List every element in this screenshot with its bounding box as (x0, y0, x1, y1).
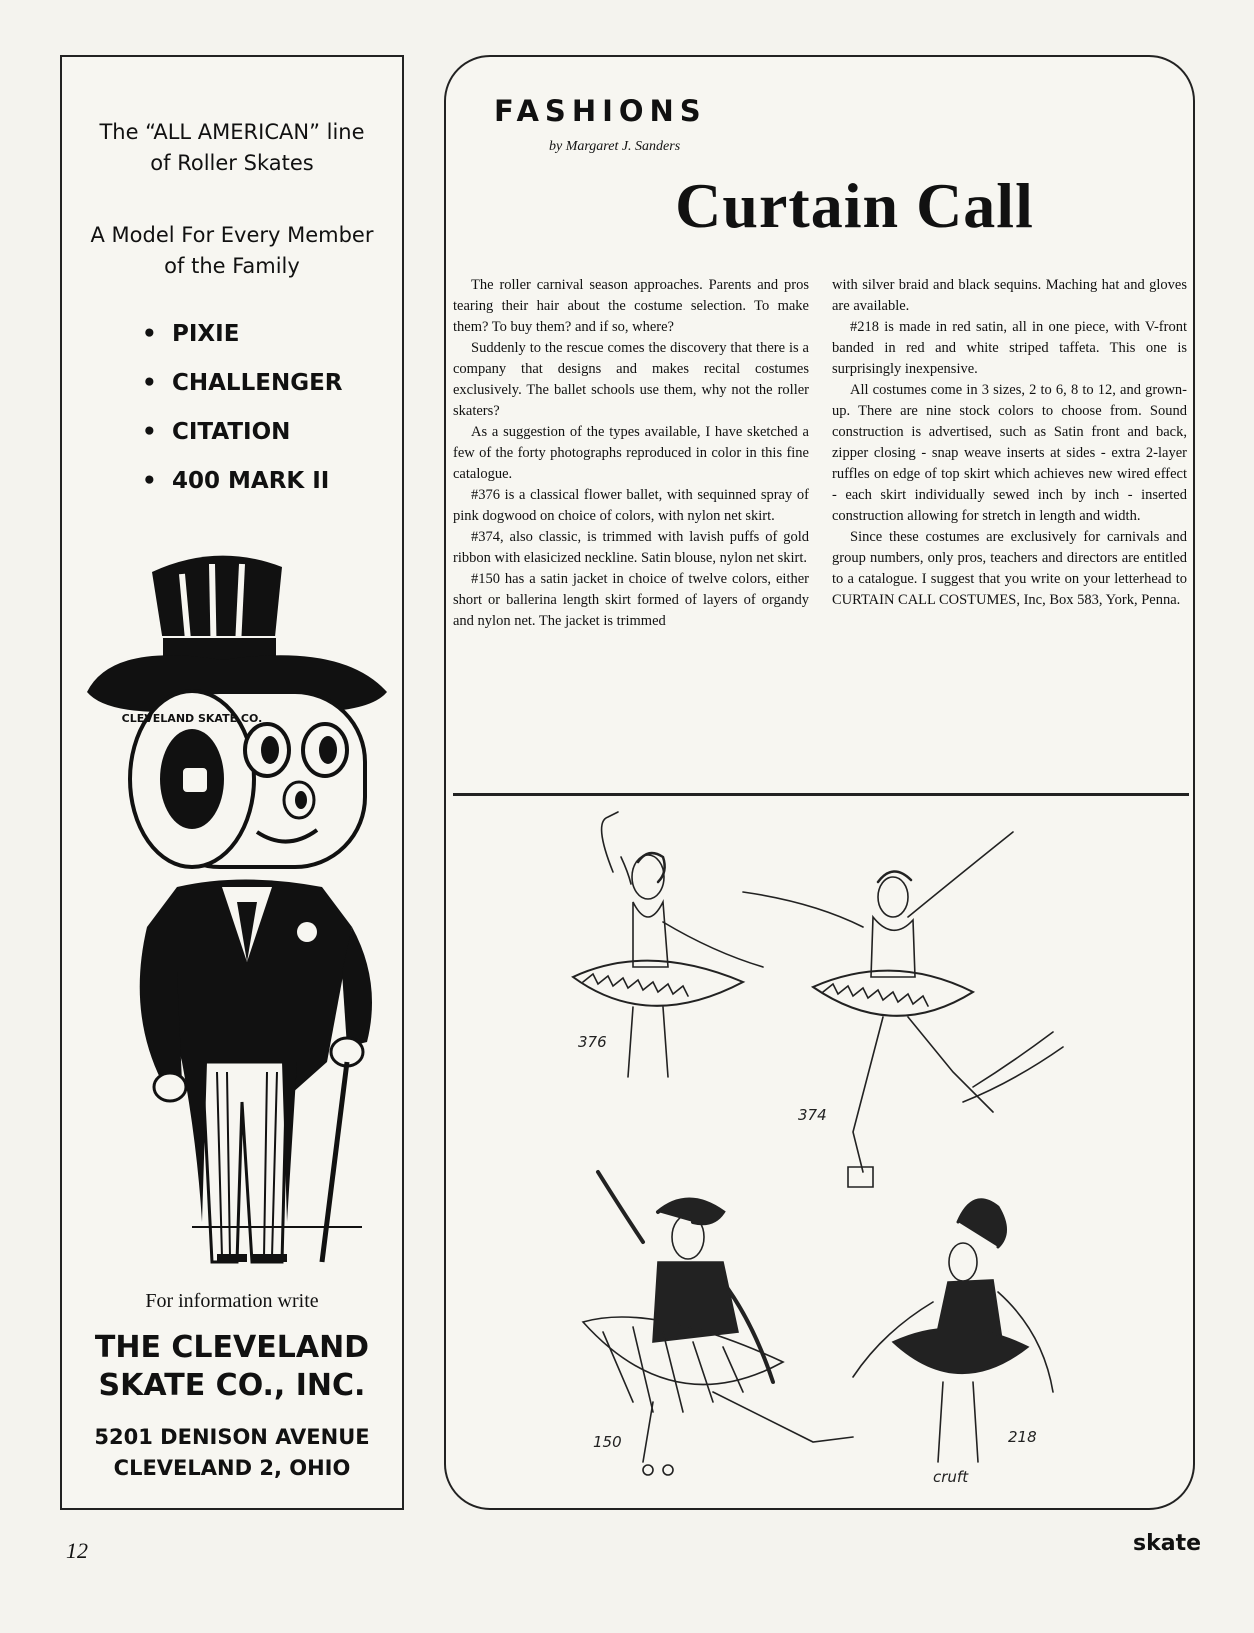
cleveland-skate-ad (60, 55, 404, 1510)
skate-wheel-mascot-illustration (82, 542, 402, 1327)
page-number: 12 (66, 1538, 88, 1563)
product-item: • 400 MARK II (142, 468, 330, 494)
bullet-icon: • (142, 370, 157, 396)
product-item: • CHALLENGER (142, 370, 343, 396)
artist-signature: cruft (933, 1468, 969, 1486)
ad-tagline-line2: of the Family (164, 254, 300, 278)
fashion-article (444, 55, 1195, 1510)
article-paragraph: with silver braid and black sequins. Maching hat and gloves are available. (832, 277, 1187, 314)
article-paragraph: #376 is a classical flower ballet, with sequinned spray of pink dogwood on choice of colors, with nylon net skirt. (453, 487, 809, 524)
ad-headline-line2: of Roller Skates (150, 151, 314, 175)
dancer-374-sketch (743, 832, 1063, 1187)
article-column-left (453, 275, 809, 632)
ad-info-label: For information write (145, 1290, 319, 1312)
dancer-150-sketch (583, 1172, 853, 1475)
product-item: • PIXIE (142, 321, 240, 347)
ad-headline-line1: The “ALL AMERICAN” line (99, 120, 365, 144)
top-hat-icon (87, 556, 387, 712)
sketch-label-150: 150 (593, 1433, 622, 1451)
wheel-head-icon (122, 691, 365, 867)
ad-company-name (62, 1329, 402, 1405)
ad-company-line1: THE CLEVELAND (94, 1330, 370, 1365)
magazine-name: skate (1133, 1531, 1202, 1556)
article-paragraph: Suddenly to the rescue comes the discovery that there is a company that designs and makes recital costumes exclusively. The ballet schools use them, why not the roller skaters? (453, 340, 809, 419)
ad-address-line2: CLEVELAND 2, OHIO (113, 1456, 351, 1480)
article-paragraph: #374, also classic, is trimmed with lavish puffs of gold ribbon with elasicized neckline. Satin blouse, nylon net skirt. (453, 529, 809, 566)
article-paragraph: As a suggestion of the types available, I have sketched a few of the forty photographs reproduced in color in this fine catalogue. (453, 424, 809, 482)
article-headline: Curtain Call (675, 170, 1034, 241)
ad-address-line1: 5201 DENISON AVENUE (94, 1425, 370, 1449)
sketch-label-376: 376 (578, 1033, 607, 1051)
ad-tagline (62, 220, 402, 282)
ad-address (62, 1422, 402, 1484)
bullet-icon: • (142, 321, 157, 347)
ad-company-line2: SKATE CO., INC. (98, 1368, 366, 1403)
article-column-right (832, 275, 1187, 611)
costume-sketches-illustration (453, 802, 1189, 1502)
article-paragraph: All costumes come in 3 sizes, 2 to 6, 8 to 12, and grown-up. There are nine stock colors to choose from. Sound construction is advertised, such as Satin front and back, zipper closing - snap weave inserts at sides - extra 2-layer ruffles on edge of top skirt which achieves new wired effect - each skirt individually sewed inch by inch - inserted construction allowing for stretch in length and width. (832, 382, 1187, 524)
ad-tagline-line1: A Model For Every Member (90, 223, 374, 247)
sketch-label-374: 374 (798, 1106, 827, 1124)
bullet-icon: • (142, 468, 157, 494)
product-list (142, 319, 343, 515)
product-item: • CITATION (142, 419, 291, 445)
article-paragraph: #218 is made in red satin, all in one piece, with V-front banded in red and white striped taffeta. This one is surprisingly inexpensive. (832, 319, 1187, 377)
article-paragraph: #150 has a satin jacket in choice of twelve colors, either short or ballerina length skirt formed of layers of organdy and nylon net. The jacket is trimmed (453, 571, 809, 629)
ad-headline (62, 117, 402, 179)
dancer-218-sketch (853, 1200, 1053, 1462)
tailcoat-body-icon (140, 880, 372, 1263)
sketch-label-218: 218 (1008, 1428, 1037, 1446)
section-title: FASHIONS (494, 94, 707, 128)
bullet-icon: • (142, 419, 157, 445)
article-paragraph: Since these costumes are exclusively for carnivals and group numbers, only pros, teachers and directors are entitled to a catalogue. I suggest that you write on your letterhead to CURTAIN CALL COSTUMES, Inc, Box 583, York, Penna. (832, 529, 1187, 608)
article-byline: by Margaret J. Sanders (549, 139, 681, 154)
section-divider (453, 793, 1189, 796)
article-paragraph: The roller carnival season approaches. Parents and pros tearing their hair about the costume selection. To make them? To buy them? and if so, where? (453, 277, 809, 335)
wheel-lettering: CLEVELAND SKATE CO. (121, 712, 263, 725)
